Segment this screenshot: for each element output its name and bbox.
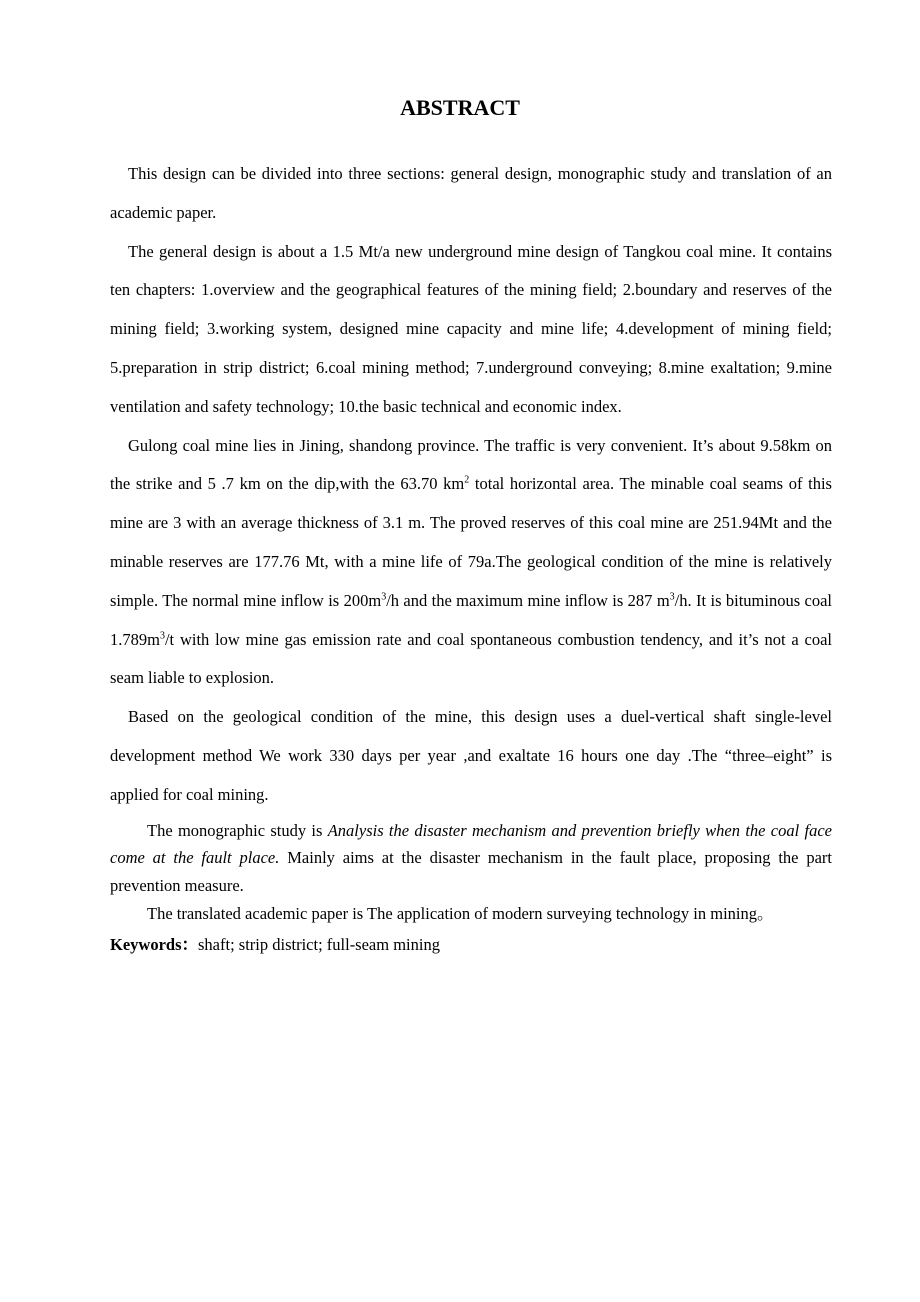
paragraph-mine-description	[110, 427, 832, 699]
mine-text-b: total horizontal area. The minable coal seams of this mine are 3 with an average thickness of 3.1 m. The proved reserves of this coal mine are 251.94Mt and the minable reserves are 177.76 Mt, with a mine life of 79a.The geological condition of the mine is relatively simple. The normal mine inflow is 200m	[110, 474, 832, 610]
keywords-label: Keywords：	[110, 934, 198, 954]
superscript-volume-unit: 3	[669, 591, 675, 603]
paragraph-translated-paper: The translated academic paper is The application of modern surveying technology in mining。	[147, 903, 774, 923]
paragraph-general-design: The general design is about a 1.5 Mt/a new underground mine design of Tangkou coal mine. It contains ten chapters: 1.overview and the geographical features of the mining field; 2.boundary and reserves of the mining field; 3.working system, designed mine capacity and mine life; 4.development of mining field; 5.preparation in strip district; 6.coal mining method; 7.underground conveying; 8.mine exaltation; 9.mine ventilation and safety technology; 10.the basic technical and economic index.	[110, 241, 832, 416]
monographic-text-a: The monographic study is	[147, 820, 328, 840]
abstract-body	[110, 155, 832, 960]
mine-text-e: /t with low mine gas emission rate and coal spontaneous combustion tendency, and it’s not a coal seam liable to explosion.	[110, 629, 832, 688]
paragraph-development-method: Based on the geological condition of the mine, this design uses a duel-vertical shaft single-level development method We work 330 days per year ,and exaltate 16 hours one day .The “three–eight” is applied for coal mining.	[110, 707, 832, 804]
monographic-study-title: Analysis the disaster mechanism and prevention briefly when the coal face come at the fault place.	[110, 820, 832, 868]
abstract-title: ABSTRACT	[400, 95, 520, 120]
mine-text-c: /h and the maximum mine inflow is 287 m	[386, 590, 670, 610]
keywords-value: shaft; strip district; full-seam mining	[198, 934, 440, 954]
keywords-line	[110, 930, 832, 960]
superscript-volume-unit: 3	[159, 630, 165, 642]
superscript-volume-unit: 3	[381, 591, 387, 603]
superscript-area-unit: 2	[464, 474, 470, 486]
monographic-text-b: Mainly aims at the disaster mechanism in the fault place, proposing the part prevention measure.	[110, 848, 832, 896]
mine-text-a: Gulong coal mine lies in Jining, shandong province. The traffic is very convenient. It’s about 9.58km on the strike and 5 .7 km on the dip,with the 63.70 km	[110, 435, 832, 494]
paragraph-monographic-study	[110, 817, 832, 900]
mine-text-d: /h. It is bituminous coal 1.789m	[110, 590, 832, 649]
paragraph-intro: This design can be divided into three sections: general design, monographic study and translation of an academic paper.	[110, 164, 832, 222]
